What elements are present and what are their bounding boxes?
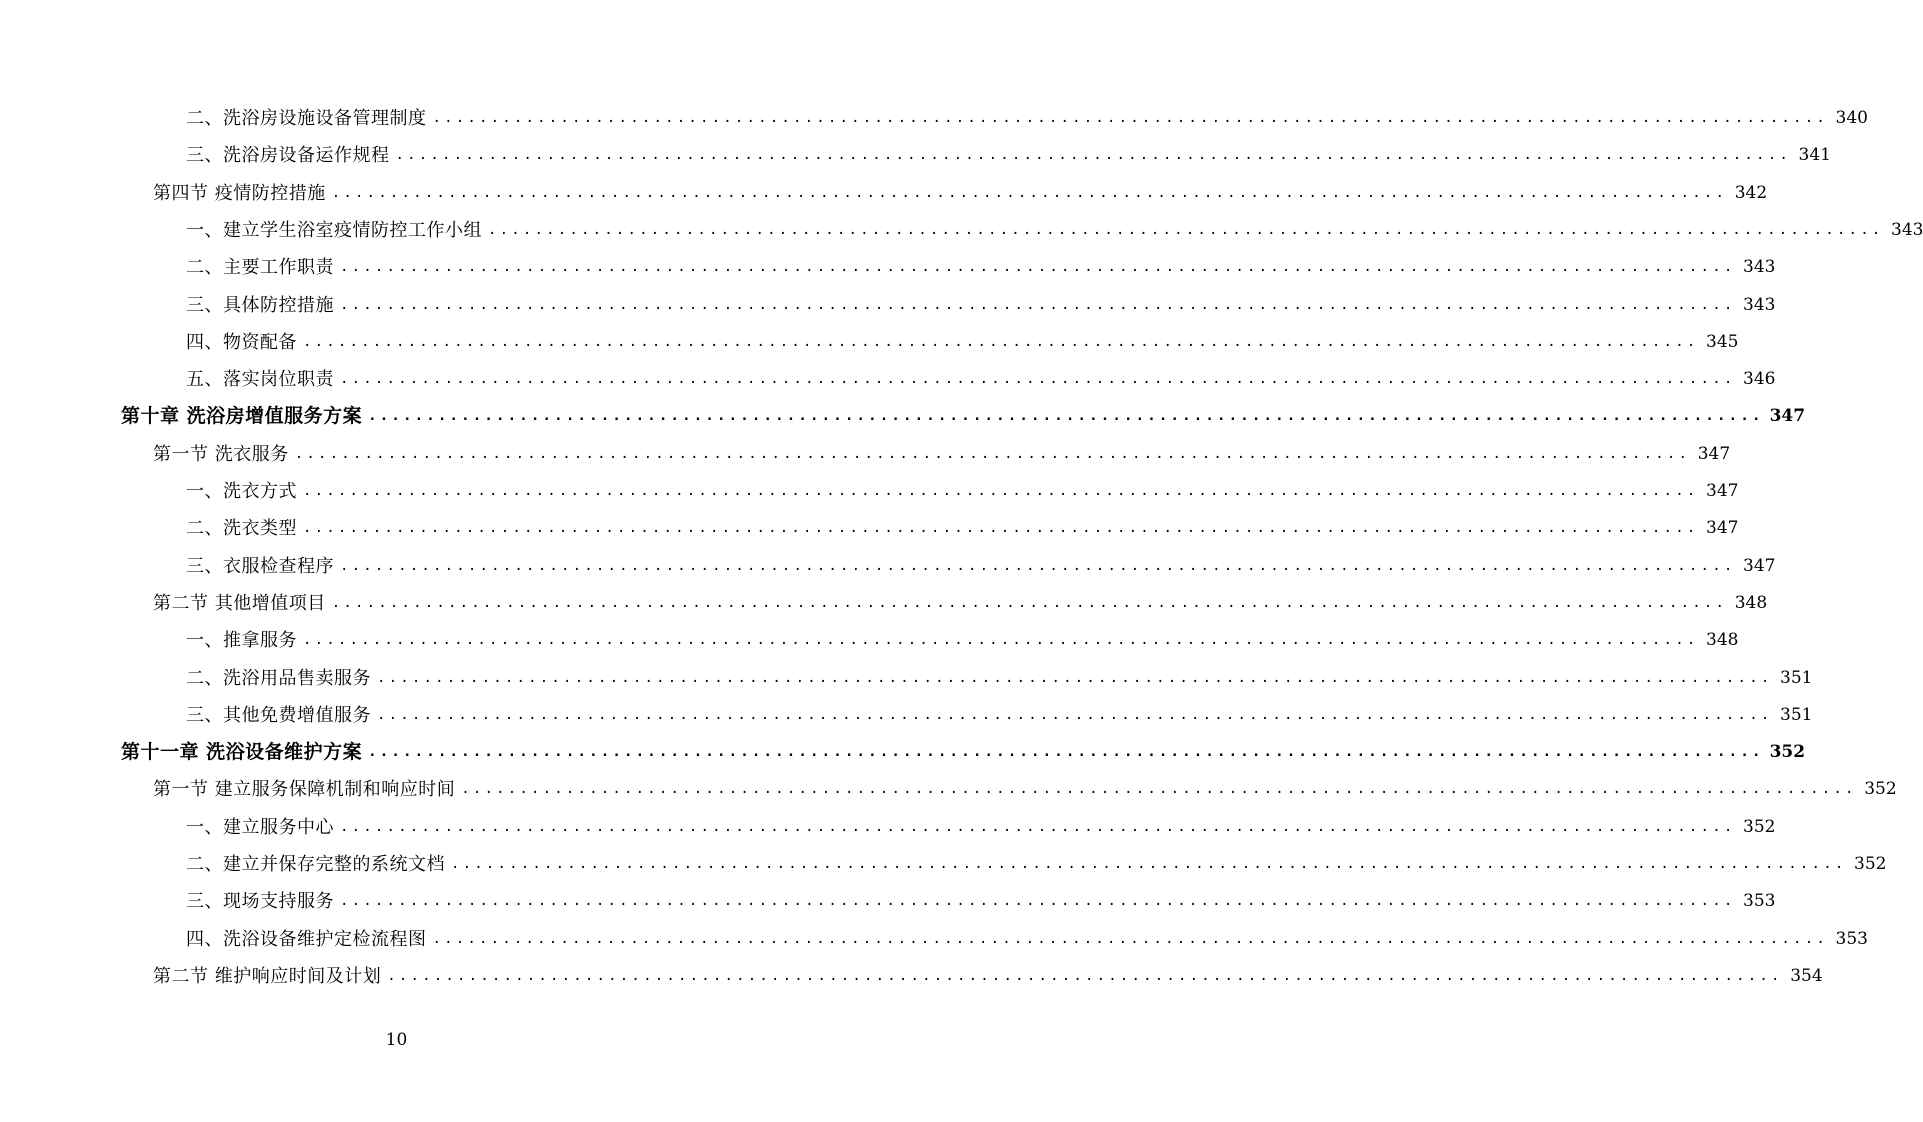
toc-entry-title: 五、落实岗位职责 bbox=[186, 369, 334, 391]
toc-entry-page: 348 bbox=[1734, 592, 1768, 613]
toc-entry-page: 347 bbox=[1697, 443, 1731, 464]
toc-entry-page: 352 bbox=[1864, 779, 1897, 800]
toc-entry-item[interactable] bbox=[0, 137, 1831, 174]
dot-leader: ........................................................................................................................ bbox=[377, 706, 1773, 723]
toc-entry-page: 343 bbox=[1743, 257, 1776, 278]
toc-entry-item[interactable] bbox=[0, 287, 1776, 324]
toc-entry-section[interactable] bbox=[0, 958, 1823, 995]
toc-entry-item[interactable] bbox=[0, 697, 1813, 734]
toc-entry-page: 347 bbox=[1743, 555, 1776, 576]
dot-leader: ........................................................................................................................ bbox=[340, 893, 1736, 910]
toc-entry-page: 352 bbox=[1743, 816, 1776, 837]
toc-entry-title: 第一节 洗衣服务 bbox=[153, 443, 289, 465]
toc-entry-page: 347 bbox=[1769, 406, 1806, 427]
toc-entry-title: 三、现场支持服务 bbox=[186, 891, 334, 913]
toc-entry-page: 340 bbox=[1835, 108, 1868, 128]
toc-entry-page: 347 bbox=[1706, 481, 1739, 501]
toc-entry-title: 第四节 疫情防控措施 bbox=[153, 182, 326, 204]
toc-entry-page: 341 bbox=[1798, 145, 1831, 166]
dot-leader: ........................................................................................................................ bbox=[432, 930, 1828, 947]
dot-leader: ........................................................................................................................ bbox=[303, 632, 1699, 649]
toc-entry-title: 四、物资配备 bbox=[186, 331, 297, 353]
toc-entry-page: 351 bbox=[1780, 704, 1813, 725]
dot-leader: ........................................................................................................................ bbox=[368, 408, 1764, 425]
toc-entry-item[interactable] bbox=[0, 510, 1739, 547]
toc-entry-item[interactable] bbox=[0, 660, 1813, 697]
toc-entry-item[interactable] bbox=[0, 809, 1776, 846]
toc-entry-title: 第十一章 洗浴设备维护方案 bbox=[121, 741, 363, 764]
dot-leader: ........................................................................................................................ bbox=[331, 184, 1728, 201]
dot-leader: ........................................................................................................................ bbox=[395, 147, 1791, 164]
toc-entry-page: 346 bbox=[1743, 369, 1776, 390]
toc-entry-title: 一、推拿服务 bbox=[186, 630, 297, 652]
toc-entry-title: 三、洗浴房设备运作规程 bbox=[186, 145, 390, 167]
toc-entry-item[interactable] bbox=[0, 883, 1776, 920]
toc-entry-item[interactable] bbox=[0, 473, 1739, 510]
toc-entry-title: 一、建立学生浴室疫情防控工作小组 bbox=[186, 219, 482, 241]
dot-leader: ........................................................................................................................ bbox=[340, 818, 1736, 835]
dot-leader: ........................................................................................................................ bbox=[461, 781, 1857, 798]
toc-entry-item[interactable] bbox=[0, 249, 1776, 286]
toc-entry-section[interactable] bbox=[0, 771, 1897, 808]
toc-entry-title: 第二节 其他增值项目 bbox=[153, 592, 326, 614]
toc-entry-item[interactable] bbox=[0, 100, 1868, 137]
dot-leader: ........................................................................................................................ bbox=[340, 557, 1736, 574]
toc-entry-item[interactable] bbox=[0, 212, 1923, 249]
dot-leader: ........................................................................................................................ bbox=[387, 967, 1783, 984]
toc-entry-page: 353 bbox=[1835, 928, 1868, 949]
dot-leader: ........................................................................................................................ bbox=[340, 259, 1736, 276]
dot-leader: ........................................................................................................................ bbox=[303, 483, 1699, 499]
toc-entry-title: 二、洗浴房设施设备管理制度 bbox=[186, 108, 427, 129]
toc-entry-title: 三、衣服检查程序 bbox=[186, 555, 334, 577]
dot-leader: ........................................................................................................................ bbox=[340, 296, 1736, 313]
toc-entry-title: 第一节 建立服务保障机制和响应时间 bbox=[153, 779, 456, 801]
toc-entry-section[interactable] bbox=[0, 585, 1768, 622]
toc-entry-page: 353 bbox=[1743, 891, 1776, 912]
toc-entry-page: 345 bbox=[1706, 331, 1739, 352]
toc-entry-page: 342 bbox=[1734, 182, 1768, 203]
toc-entry-page: 348 bbox=[1706, 630, 1739, 651]
toc-entry-title: 二、主要工作职责 bbox=[186, 257, 334, 279]
dot-leader: ........................................................................................................................ bbox=[488, 221, 1884, 238]
toc-entry-title: 第二节 维护响应时间及计划 bbox=[153, 965, 382, 987]
toc-entry-title: 第十章 洗浴房增值服务方案 bbox=[121, 405, 363, 428]
toc-entry-item[interactable] bbox=[0, 622, 1739, 659]
toc-entry-title: 三、具体防控措施 bbox=[186, 294, 334, 316]
toc-entry-title: 二、洗衣类型 bbox=[186, 518, 297, 540]
dot-leader: ........................................................................................................................ bbox=[340, 371, 1736, 388]
dot-leader: ........................................................................................................................ bbox=[451, 856, 1847, 872]
toc-entry-title: 二、建立并保存完整的系统文档 bbox=[186, 854, 445, 875]
toc-entry-item[interactable] bbox=[0, 361, 1776, 398]
toc-entry-item[interactable] bbox=[0, 548, 1776, 585]
toc-entry-title: 二、洗浴用品售卖服务 bbox=[186, 667, 371, 689]
page-number: 10 bbox=[385, 1030, 408, 1050]
toc-entry-page: 347 bbox=[1706, 518, 1739, 539]
toc-entry-item[interactable] bbox=[0, 921, 1868, 958]
toc-entry-item[interactable] bbox=[0, 846, 1887, 883]
dot-leader: ........................................................................................................................ bbox=[432, 110, 1828, 126]
toc-entry-section[interactable] bbox=[0, 175, 1768, 212]
dot-leader: ........................................................................................................................ bbox=[303, 333, 1699, 350]
toc-entry-chapter[interactable] bbox=[0, 734, 1806, 771]
toc-entry-page: 351 bbox=[1780, 667, 1813, 688]
dot-leader: ........................................................................................................................ bbox=[377, 669, 1773, 686]
dot-leader: ........................................................................................................................ bbox=[303, 520, 1699, 537]
toc-entry-title: 一、洗衣方式 bbox=[186, 481, 297, 502]
toc-entry-page: 352 bbox=[1769, 742, 1806, 763]
toc-entry-title: 四、洗浴设备维护定检流程图 bbox=[186, 928, 427, 950]
toc-entry-title: 一、建立服务中心 bbox=[186, 816, 334, 838]
toc-entry-chapter[interactable] bbox=[0, 398, 1806, 435]
dot-leader: ........................................................................................................................ bbox=[331, 594, 1728, 611]
toc-entry-page: 343 bbox=[1743, 294, 1776, 315]
toc-entry-page: 352 bbox=[1854, 854, 1887, 874]
dot-leader: ........................................................................................................................ bbox=[294, 445, 1691, 462]
toc-entry-title: 三、其他免费增值服务 bbox=[186, 704, 371, 726]
toc-entry-item[interactable] bbox=[0, 324, 1739, 361]
toc-entry-page: 354 bbox=[1790, 965, 1823, 986]
toc-entry-page: 343 bbox=[1891, 219, 1923, 240]
toc-entry-section[interactable] bbox=[0, 436, 1731, 473]
dot-leader: ........................................................................................................................ bbox=[368, 744, 1764, 761]
